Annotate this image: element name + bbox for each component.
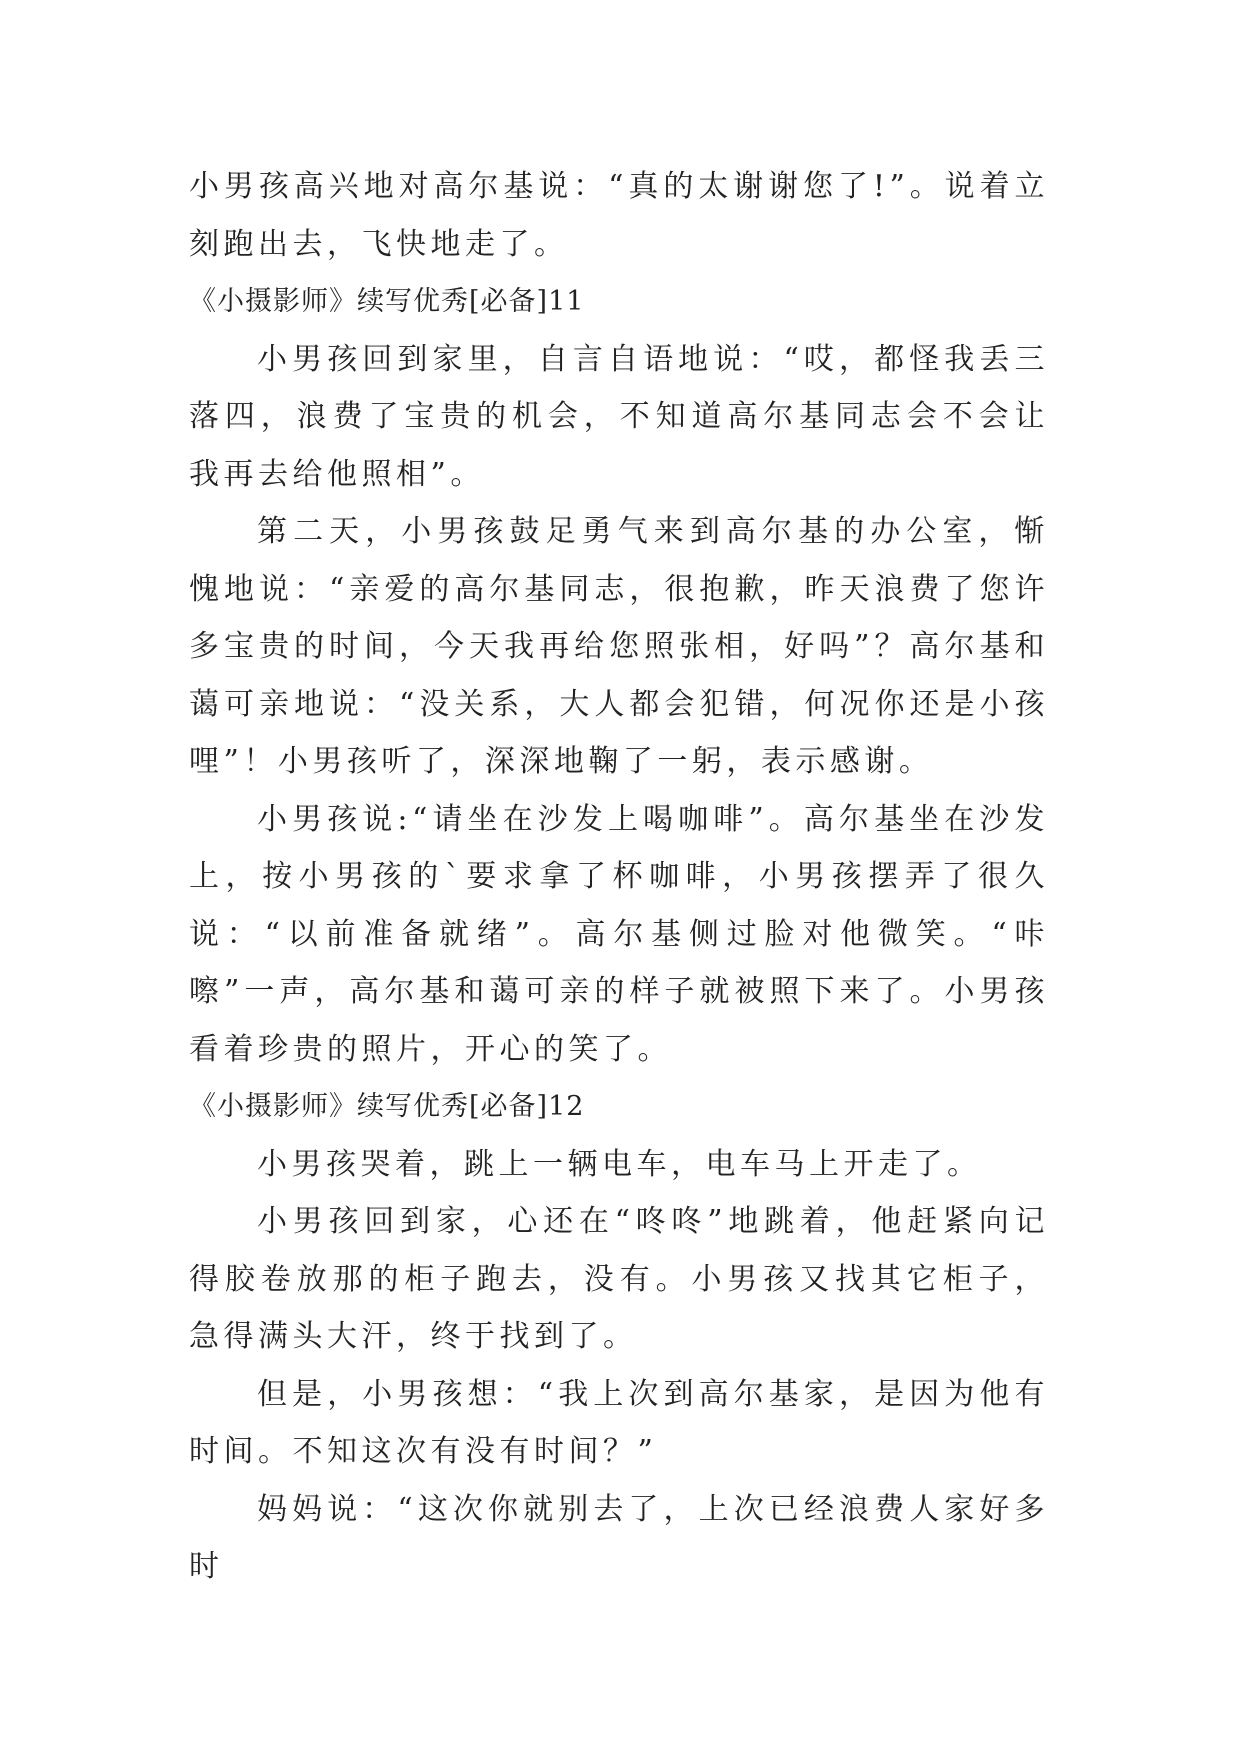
document-body [189, 158, 1049, 1596]
paragraph: 小男孩高兴地对高尔基说：“真的太谢谢您了!”。说着立刻跑出去，飞快地走了。 [189, 169, 1049, 262]
section-heading: 《小摄影师》续写优秀[必备]11 [189, 286, 585, 317]
paragraph: 小男孩哭着，跳上一辆电车，电车马上开走了。 [257, 1146, 982, 1182]
paragraph: 小男孩回到家，心还在“咚咚”地跳着，他赶紧向记得胶卷放那的柜子跑去，没有。小男孩又找其它柜子，急得满头大汗，终于找到了。 [189, 1204, 1049, 1354]
paragraph: 第二天，小男孩鼓足勇气来到高尔基的办公室，惭愧地说：“亲爱的高尔基同志，很抱歉，昨天浪费了您许多宝贵的时间，今天我再给您照张相，好吗”？高尔基和蔼可亲地说：“没关系，大人都会犯错，何况你还是小孩哩”！小男孩听了，深深地鞠了一躬，表示感谢。 [189, 514, 1049, 779]
paragraph: 小男孩说:“请坐在沙发上喝咖啡”。高尔基坐在沙发上，按小男孩的`要求拿了杯咖啡，小男孩摆弄了很久说：“以前准备就绪”。高尔基侧过脸对他微笑。“咔嚓”一声，高尔基和蔼可亲的样子就被照下来了。小男孩看着珍贵的照片，开心的笑了。 [189, 801, 1049, 1067]
section-heading: 《小摄影师》续写优秀[必备]12 [189, 1091, 585, 1122]
paragraph: 但是，小男孩想：“我上次到高尔基家，是因为他有时间。不知这次有没有时间？” [189, 1376, 1049, 1469]
paragraph: 妈妈说：“这次你就别去了，上次已经浪费人家好多时 [189, 1491, 1049, 1584]
paragraph: 小男孩回到家里，自言自语地说：“哎，都怪我丢三落四，浪费了宝贵的机会，不知道高尔基同志会不会让我再去给他照相”。 [189, 341, 1049, 492]
